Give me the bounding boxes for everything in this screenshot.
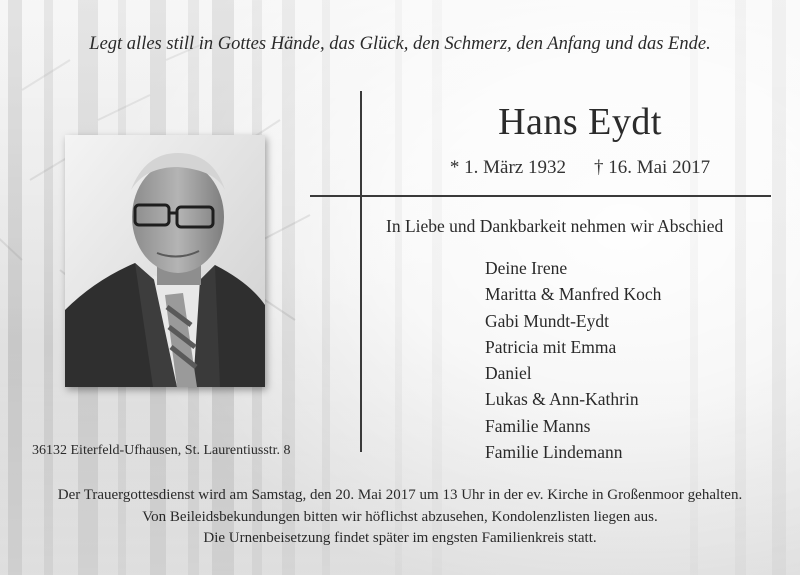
notice-line: Von Beileidsbekundungen bitten wir höflichst abzusehen, Kondolenzlisten liegen aus. [142,508,658,525]
service-notice [0,485,800,550]
deceased-name: Hans Eydt [498,101,662,143]
portrait-photo [65,135,265,387]
mourner-item: Deine Irene [485,258,568,278]
cross-horizontal-bar [310,195,771,197]
motto-verse: Legt alles still in Gottes Hände, das Glück, den Schmerz, den Anfang und das Ende. [89,34,711,54]
mourner-item: Lukas & Ann-Kathrin [485,389,639,410]
mourner-item: Patricia mit Emma [485,336,617,357]
mourner-item: Gabi Mundt-Eydt [485,310,609,331]
farewell-heading: In Liebe und Dankbarkeit nehmen wir Abschied [386,216,724,236]
mourner-item: Familie Lindemann [485,442,623,463]
cross-vertical-bar [360,91,362,452]
birth-date: * 1. März 1932 [449,157,566,178]
mourners-list [485,255,661,465]
mourner-item: Maritta & Manfred Koch [485,284,662,305]
notice-line: Der Trauergottesdienst wird am Samstag, den 20. Mai 2017 um 13 Uhr in der ev. Kirche in Großenmoor gehalten. [57,487,743,503]
notice-line: Die Urnenbeisetzung findet später im engsten Familienkreis statt. [203,530,597,546]
family-address: 36132 Eiterfeld-Ufhausen, St. Laurentiusstr. 8 [32,443,291,458]
mourner-item: Daniel [485,363,532,384]
life-dates [370,157,790,179]
death-date: † 16. Mai 2017 [593,157,711,178]
mourner-item: Familie Manns [485,415,591,436]
